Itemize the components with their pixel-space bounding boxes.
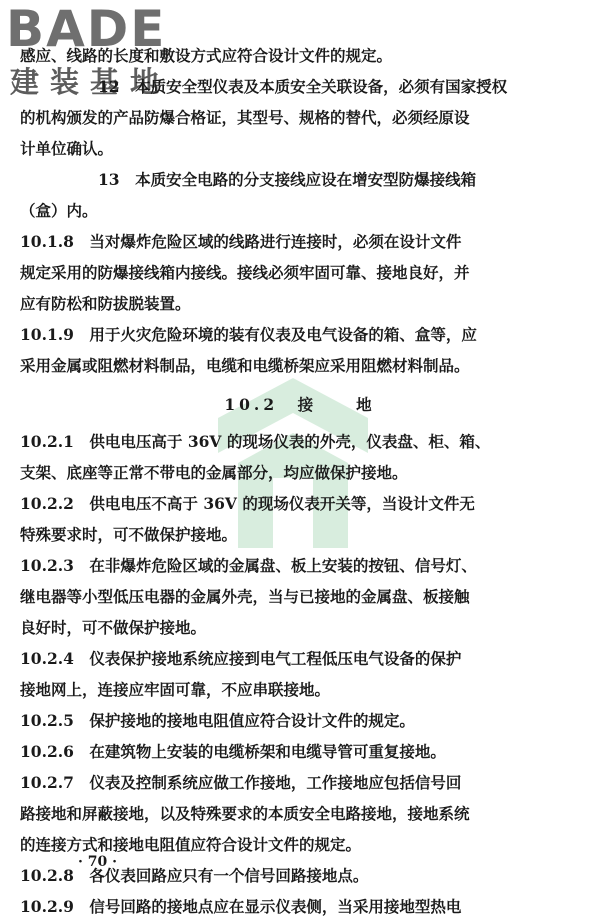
text-line: 规定采用的防爆接线箱内接线。接线必须牢固可靠、接地良好，并	[20, 263, 470, 282]
text-line: 13 本质安全电路的分支接线应设在增安型防爆接线箱	[98, 170, 477, 189]
text-line: 应有防松和防拔脱装置。	[20, 294, 191, 313]
clause-line: 10.2.5 保护接地的接地电阻值应符合设计文件的规定。	[20, 711, 415, 730]
text-line: 支架、底座等正常不带电的金属部分，均应做保护接地。	[20, 463, 408, 482]
document-page	[20, 40, 580, 922]
text-line: 继电器等小型低压电器的金属外壳，当与已接地的金属盘、板接触	[20, 587, 470, 606]
text-line: 接地网上，连接应牢固可靠，不应串联接地。	[20, 680, 331, 699]
clause-line: 10.1.8 当对爆炸危险区域的线路进行连接时，必须在设计文件	[20, 232, 462, 251]
text-line: 采用金属或阻燃材料制品，电缆和电缆桥架应采用阻燃材料制品。	[20, 356, 470, 375]
clause-line: 10.2.7 仪表及控制系统应做工作接地，工作接地应包括信号回	[20, 773, 462, 792]
text-line: 感应、线路的长度和敷设方式应符合设计文件的规定。	[20, 46, 393, 65]
clause-line: 10.2.2 供电电压不高于 36V 的现场仪表开关等，当设计文件无	[20, 494, 475, 513]
clause-line: 10.2.4 仪表保护接地系统应接到电气工程低压电气设备的保护	[20, 649, 462, 668]
text-line: 特殊要求时，可不做保护接地。	[20, 525, 238, 544]
logo-text-main: BADE	[6, 0, 167, 58]
text-line: 的机构颁发的产品防爆合格证，其型号、规格的替代，必须经原设	[20, 108, 470, 127]
clause-line: 10.2.1 供电电压高于 36V 的现场仪表的外壳，仪表盘、柜、箱、	[20, 432, 491, 451]
text-line: 计单位确认。	[20, 139, 114, 158]
text-line: 路接地和屏蔽接地，以及特殊要求的本质安全电路接地，接地系统	[20, 804, 470, 823]
section-title: 10.2 接 地	[224, 395, 376, 414]
page-number: · 70 ·	[78, 854, 117, 870]
clause-line: 10.1.9 用于火灾危险环境的装有仪表及电气设备的箱、盒等，应	[20, 325, 477, 344]
logo-text-sub: 建装基地	[10, 65, 171, 99]
text-block-bottom	[20, 426, 580, 922]
text-line: （盒）内。	[20, 201, 98, 220]
text-line: 12 本质安全型仪表及本质安全关联设备，必须有国家授权	[98, 77, 508, 96]
clause-line: 10.2.6 在建筑物上安装的电缆桥架和电缆导管可重复接地。	[20, 742, 446, 761]
clause-line: 10.2.3 在非爆炸危险区域的金属盘、板上安装的按钮、信号灯、	[20, 556, 477, 575]
text-line: 的连接方式和接地电阻值应符合设计文件的规定。	[20, 835, 362, 854]
clause-line: 10.2.8 各仪表回路应只有一个信号回路接地点。	[20, 866, 369, 885]
text-line: 良好时，可不做保护接地。	[20, 618, 207, 637]
text-block-top	[20, 40, 580, 381]
clause-line: 10.2.9 信号回路的接地点应在显示仪表侧，当采用接地型热电	[20, 897, 462, 916]
